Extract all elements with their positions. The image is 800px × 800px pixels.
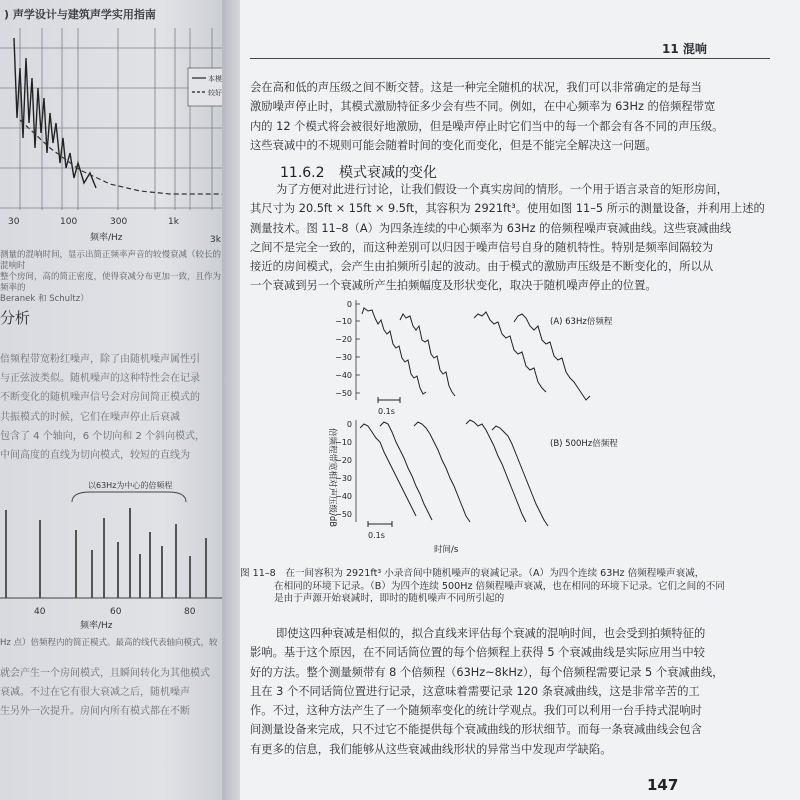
figure-xlabel: 时间/s: [434, 545, 459, 555]
text-line: 内的 12 个模式将会被很好地激励，但是噪声停止时它们当中的每一个都会有各不同的声压级。: [250, 119, 724, 133]
tick-label: 1k: [168, 217, 179, 227]
left-body-text-2: 就会产生一个房间模式，且瞬间转化为其他模式 衰减。不过在它有很大衰减之后，随机噪声 生另外一次提升。房间内所有模式都在不断: [0, 668, 210, 717]
text-line: 会在高和低的声压级之间不断交替。这是一种完全随机的状况，我们可以非常确定的是每当: [250, 81, 702, 94]
left-page: [0, 0, 232, 800]
text-line: 这些衰减中的不规则可能会随着时间的变化而变化，但是不能完全解决这一问题。: [250, 138, 657, 152]
y-tick: −30: [335, 353, 352, 362]
text-line: 有更多的信息，我们能够从这些衰减曲线形状的异常当中发现声学缺陷。: [250, 742, 612, 756]
text-line: 影响。基于这个原因，在不同话筒位置的每个倍频程上获得 5 个衰减曲线是实际应用当中较: [250, 646, 705, 660]
right-page: [240, 0, 800, 800]
decay-curve-b2: [380, 422, 432, 520]
text-line: 作。不过，这种方法产生了一个随频率变化的统计学观点。我们可以利用一台手持式混响时: [250, 704, 702, 718]
scale-label-b: 0.1s: [368, 531, 385, 540]
y-tick: −30: [335, 474, 352, 483]
bar-tick-label: 80: [184, 607, 196, 617]
text-line: 其尺寸为 20.5ft × 15ft × 9.5ft，其容积为 2921ft³。使用如图 11–5 所示的测量设备，并利用上述的: [250, 202, 765, 216]
y-tick: −20: [335, 456, 352, 465]
section-number: 11.6.2: [280, 165, 325, 181]
tick-label: 100: [60, 217, 78, 227]
left-figure-caption-2: Hz 点）倍频程内的简正模式。最高的线代表轴向模式，较: [0, 638, 218, 648]
y-tick: −20: [335, 335, 352, 344]
y-tick: −50: [335, 389, 352, 398]
text-line: 测量技术。图 11–8（A）为四条连续的中心频率为 63Hz 的倍频程噪声衰减曲线。这些衰减曲线: [250, 221, 732, 235]
text-line: 之间不是完全一致的，而这种差别可以归因于噪声信号自身的随机特性。特别是频率间隔较为: [250, 240, 714, 254]
bar-tick-label: 40: [34, 607, 46, 617]
y-tick: −40: [335, 492, 352, 501]
text-line: 即使这四种衰减是相似的，拟合直线来评估每个衰减的混响时间，也会受到拍频特征的: [276, 627, 706, 640]
y-tick: −10: [335, 317, 352, 326]
y-tick: 0: [346, 300, 352, 309]
figure-caption: [240, 568, 725, 606]
caption-line: 在相同的环境下记录。（B）为四个连续 500Hz 倍频程噪声衰减，也在相同的环境下记录。它们之间的不同: [274, 580, 725, 592]
caption-line: 图 11–8 在一间容积为 2921ft³ 小录音间中随机噪声的衰减记录。（A）为四个连续 63Hz 倍频程噪声衰减，: [240, 568, 705, 579]
text-line: 激励噪声停止时，其模式激励特征多少会有些不同。例如，在中心频率为 63Hz 的倍频程带宽: [250, 100, 716, 114]
chapter-header: 11 混响: [662, 42, 707, 56]
header-rule: [250, 58, 770, 59]
caption-line: 是由于声源开始衰减时，即时的随机噪声不同所引起的: [274, 593, 505, 604]
text-line: 间测量设备来完成，只不过它不能提供每个衰减曲线的形状细节。而每一条衰减曲线会包含: [250, 723, 702, 737]
paragraph-2: [250, 624, 724, 759]
scale-label-a: 0.1s: [378, 407, 395, 416]
intro-paragraph: [250, 78, 724, 155]
bar-tick-label: 60: [110, 607, 122, 617]
tick-label: 30: [8, 217, 20, 227]
y-tick: 0: [346, 420, 352, 429]
y-tick: −40: [335, 371, 352, 380]
left-page-header: ) 声学设计与建筑声学实用指南: [4, 8, 156, 21]
mode-bar-chart: [0, 480, 228, 630]
graph-xlabel: 频率/Hz: [90, 233, 123, 243]
section-heading: [280, 162, 437, 182]
text-line: 好的方法。整个测量频带有 8 个倍频程（63Hz~8kHz），每个倍频程需要记录 5 个衰减曲线，: [250, 665, 724, 679]
decay-curve-b5: [492, 426, 548, 526]
decay-figure: [318, 296, 658, 558]
decay-curve-b1: [360, 424, 416, 516]
decay-curve-b4: [466, 420, 526, 522]
left-figure-caption: 测量的混响时间，显示出简正频率声音的较慢衰减（较长的混响时 整个房间，高的简正密度，使得衰减分布更加一致，且作为频率的 Beranek 和 Schultz）: [0, 250, 222, 304]
panel-a-label: (A) 63Hz倍频程: [550, 317, 613, 327]
figure-ylabel: 倍频程带宽相对声压级/dB: [327, 428, 337, 528]
left-body-text: 倍频程带宽粉红噪声，除了由随机噪声属性引 与正弦波类似。随机噪声的这种特性会在记录 不断变化的随机噪声信号会对房间简正模式的 共振模式的时候，它们在噪声停止后衰减 包含了 4 个轴向，6 个切向和 2 个斜向模式， 中间高度的直线为切向模式，较短的直线为: [0, 354, 205, 462]
text-line: 且在 3 个不同话筒位置进行记录，这意味着需要记录 120 条衰减曲线，这是非常辛苦的工: [250, 684, 700, 698]
text-line: 接近的房间模式，会产生由拍频所引起的波动。由于模式的激励声压级是不断变化的，所以从: [250, 260, 714, 274]
decay-curve-b3: [414, 422, 470, 522]
text-line: 为了方便对此进行讨论，让我们假设一个真实房间的情形。一个用于语言录音的矩形房间，: [276, 183, 728, 196]
bar-xlabel: 频率/Hz: [80, 621, 113, 630]
legend-label-1: 本模: [208, 75, 222, 83]
y-tick: −50: [335, 510, 352, 519]
tick-label: 300: [110, 217, 128, 227]
section-title: 模式衰减的变化: [338, 165, 437, 181]
decay-curve-a1: [362, 308, 426, 394]
y-tick: −10: [335, 438, 352, 447]
decay-curve-a2: [400, 314, 455, 396]
paragraph-1: [250, 180, 765, 296]
page-number: 147: [647, 776, 679, 794]
frequency-response-graph: [0, 28, 228, 250]
left-section-heading: 分析: [0, 309, 31, 327]
panel-b-label: (B) 500Hz倍频程: [550, 439, 618, 449]
legend-label-2: 较好: [208, 89, 222, 97]
octave-band-label: 以63Hz为中心的倍频程: [88, 481, 173, 490]
tick-label: 3k: [210, 235, 221, 245]
text-line: 一个衰减到另一个衰减所产生拍频幅度及形状变化，取决于随机噪声停止的位置。: [250, 279, 657, 293]
measured-curve: [14, 38, 96, 188]
decay-curve-a3: [474, 312, 546, 392]
